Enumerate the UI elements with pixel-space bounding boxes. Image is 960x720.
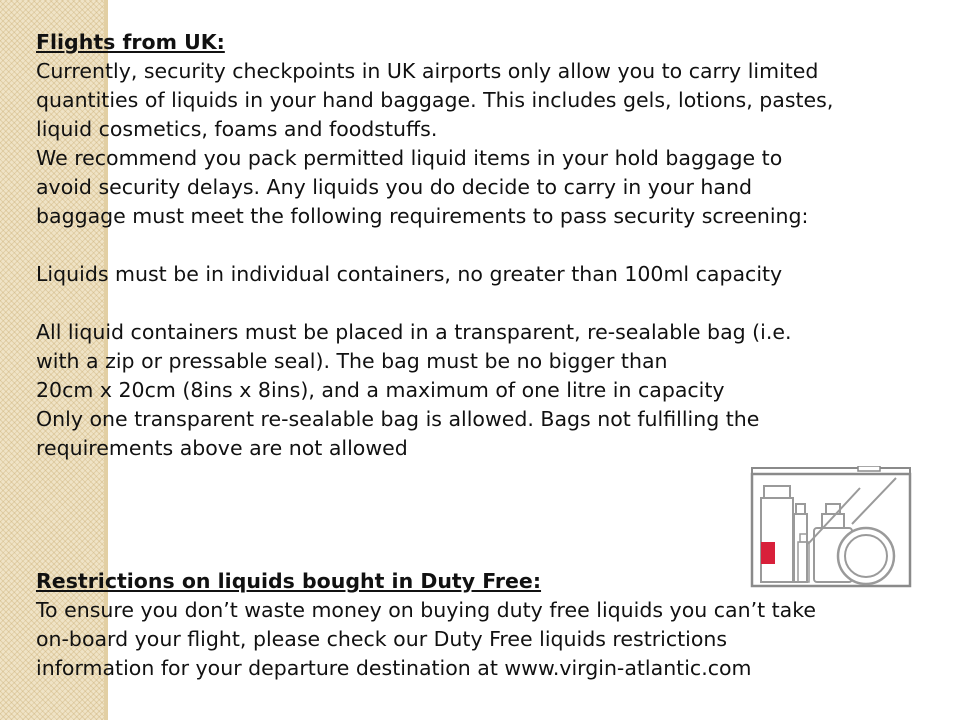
para1-line: liquid cosmetics, foams and foodstuffs. — [36, 117, 438, 141]
para2-line: baggage must meet the following requirements to pass security screening: — [36, 204, 809, 228]
duty-free-line: on-board your flight, please check our Duty Free liquids restrictions — [36, 627, 728, 651]
rule-container-size: Liquids must be in individual containers, no greater than 100ml capacity — [36, 262, 783, 286]
duty-free-line: information for your departure destination at www.virgin-atlantic.com — [36, 656, 752, 680]
rule-bag-line: 20cm x 20cm (8ins x 8ins), and a maximum of one litre in capacity — [36, 378, 725, 402]
spacer — [36, 231, 936, 260]
spacer — [36, 289, 936, 318]
rule-bag-line: with a zip or pressable seal). The bag must be no bigger than — [36, 349, 668, 373]
para2-line: avoid security delays. Any liquids you do decide to carry in your hand — [36, 175, 752, 199]
para2-line: We recommend you pack permitted liquid items in your hold baggage to — [36, 146, 783, 170]
uk-flights-heading: Flights from UK: — [36, 30, 225, 54]
uk-flights-section — [36, 28, 936, 463]
duty-free-heading: Restrictions on liquids bought in Duty Free: — [36, 569, 542, 593]
rule-one-bag-line: requirements above are not allowed — [36, 436, 408, 460]
rule-bag-line: All liquid containers must be placed in a transparent, re-sealable bag (i.e. — [36, 320, 792, 344]
para1-line: Currently, security checkpoints in UK airports only allow you to carry limited — [36, 59, 819, 83]
liquids-bag-illustration — [748, 466, 914, 588]
rule-one-bag-line: Only one transparent re-sealable bag is allowed. Bags not fulfilling the — [36, 407, 760, 431]
duty-free-line: To ensure you don’t waste money on buying duty free liquids you can’t take — [36, 598, 816, 622]
para1-line: quantities of liquids in your hand baggage. This includes gels, lotions, pastes, — [36, 88, 834, 112]
